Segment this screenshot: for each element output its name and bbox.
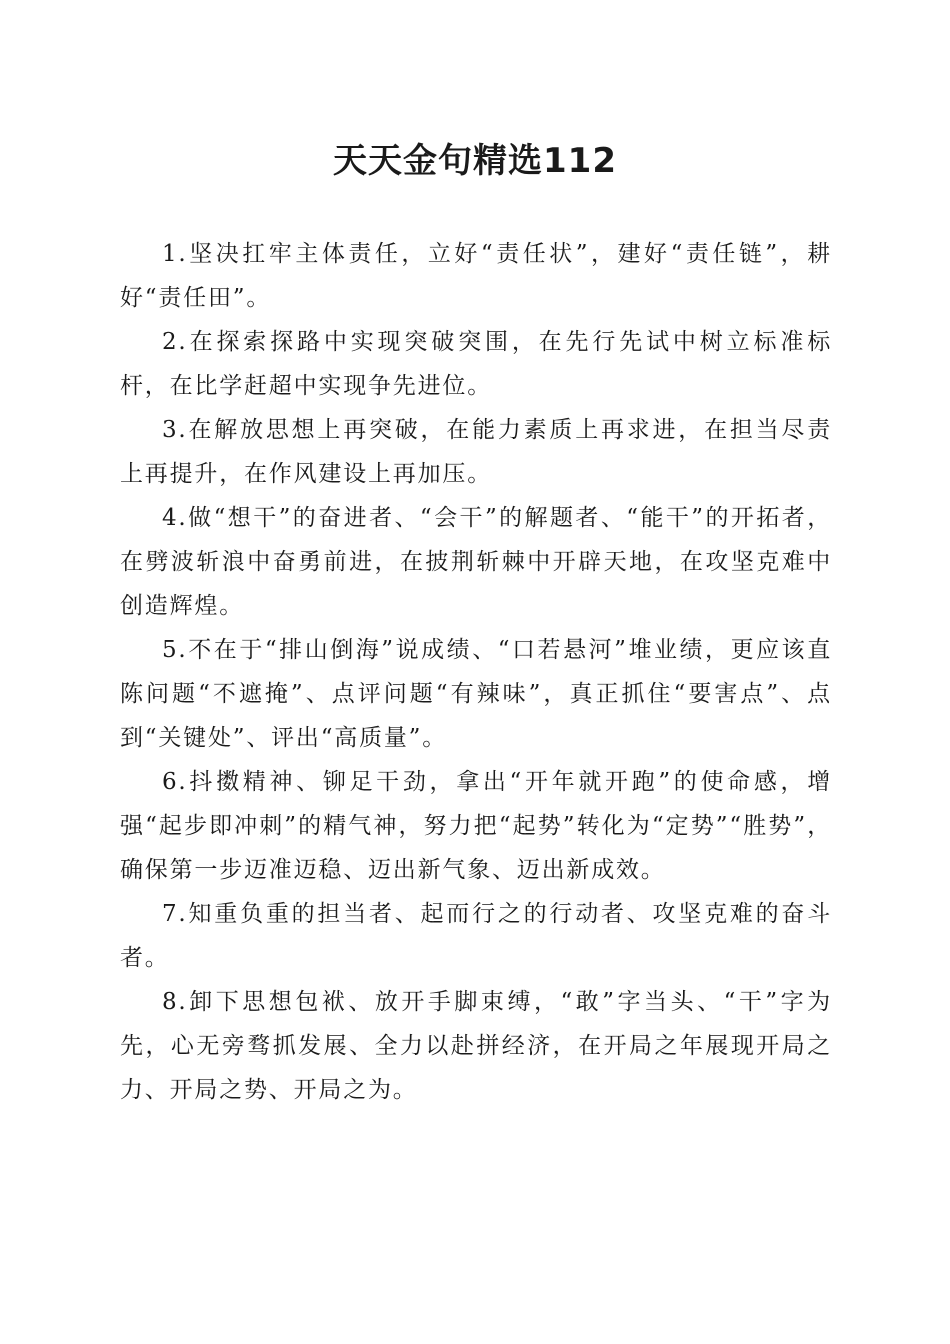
- paragraph-8: 8.卸下思想包袱、放开手脚束缚，“敢”字当头、“干”字为先，心无旁骛抓发展、全力以赴拼经济，在开局之年展现开局之力、开局之势、开局之为。: [120, 989, 832, 1103]
- paragraph-4: 4.做“想干”的奋进者、“会干”的解题者、“能干”的开拓者，在劈波斩浪中奋勇前进，在披荆斩棘中开辟天地，在攻坚克难中创造辉煌。: [120, 505, 832, 619]
- document-title: 天天金句精选112: [333, 141, 617, 181]
- document-body: [120, 232, 832, 1112]
- paragraph-2: 2.在探索探路中实现突破突围，在先行先试中树立标准标杆，在比学赶超中实现争先进位。: [120, 329, 832, 399]
- paragraph-1: 1.坚决扛牢主体责任，立好“责任状”，建好“责任链”，耕好“责任田”。: [120, 241, 832, 311]
- paragraph-5: 5.不在于“排山倒海”说成绩、“口若悬河”堆业绩，更应该直陈问题“不遮掩”、点评问题“有辣味”，真正抓住“要害点”、点到“关键处”、评出“高质量”。: [120, 637, 832, 751]
- paragraph-3: 3.在解放思想上再突破，在能力素质上再求进，在担当尽责上再提升，在作风建设上再加压。: [120, 417, 832, 487]
- paragraph-7: 7.知重负重的担当者、起而行之的行动者、攻坚克难的奋斗者。: [120, 901, 832, 971]
- paragraph-6: 6.抖擞精神、铆足干劲，拿出“开年就开跑”的使命感，增强“起步即冲刺”的精气神，努力把“起势”转化为“定势”“胜势”，确保第一步迈准迈稳、迈出新气象、迈出新成效。: [120, 769, 832, 883]
